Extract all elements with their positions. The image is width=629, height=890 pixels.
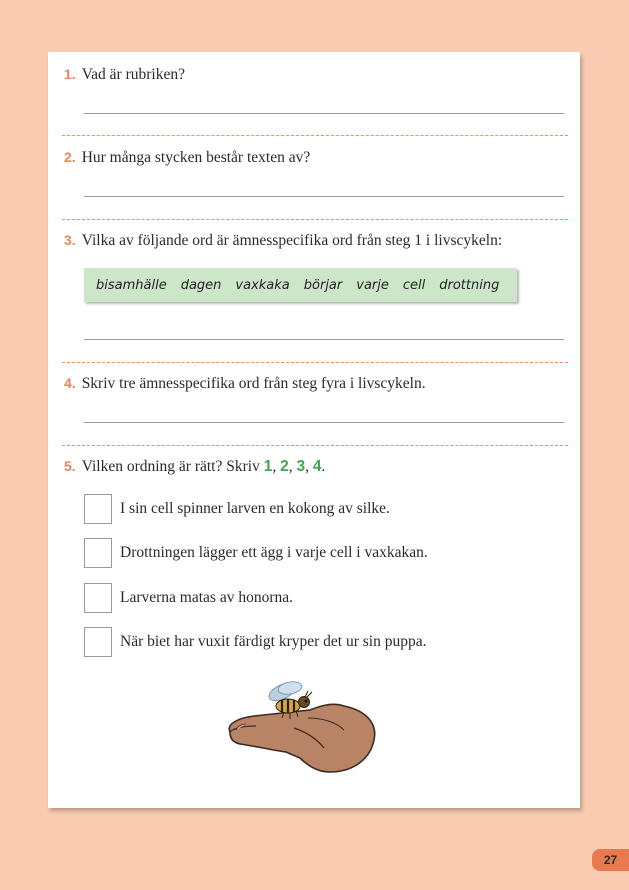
dashed-divider [62, 219, 568, 220]
word-chip: varje [356, 277, 389, 293]
question-5: 5. Vilken ordning är rätt? Skriv 1, 2, 3, 4. [64, 458, 326, 475]
question-text: Vilken ordning är rätt? Skriv [81, 458, 264, 475]
word-chip: dagen [180, 277, 222, 293]
dashed-divider [62, 135, 568, 136]
question-number: 2. [64, 149, 76, 165]
answer-line-1[interactable] [84, 113, 564, 114]
question-number: 1. [64, 66, 76, 82]
order-item [84, 626, 426, 658]
order-item-text: Larverna matas av honorna. [120, 589, 294, 606]
bee-on-finger-illustration [224, 678, 380, 774]
order-item [84, 537, 428, 569]
order-number: 1 [263, 458, 273, 475]
question-text: Vilka av följande ord är ämnesspecifika ord från steg 1 i livscykeln: [81, 232, 503, 249]
order-answer-box[interactable] [84, 627, 112, 657]
answer-line-2[interactable] [84, 196, 564, 197]
order-answer-box[interactable] [84, 583, 112, 613]
question-number: 4. [64, 375, 76, 391]
question-3 [64, 230, 502, 251]
word-chip: vaxkaka [235, 277, 290, 293]
word-chip: bisamhälle [96, 277, 167, 293]
dashed-divider [62, 362, 568, 363]
question-number: 5. [64, 458, 76, 474]
order-answer-box[interactable] [84, 494, 112, 524]
order-item-text: Drottningen lägger ett ägg i varje cell i vaxkakan. [120, 544, 428, 561]
order-number: 3 [296, 458, 306, 475]
order-item-text: I sin cell spinner larven en kokong av silke. [120, 500, 390, 517]
order-item [84, 493, 390, 525]
word-chip: börjar [303, 277, 343, 293]
word-chip: cell [402, 277, 426, 293]
answer-line-4[interactable] [84, 422, 564, 423]
question-text: Skriv tre ämnesspecifika ord från steg fyra i livscykeln. [81, 375, 426, 392]
question-1 [64, 64, 185, 85]
word-chip: drottning [439, 277, 500, 293]
word-box [84, 268, 517, 302]
order-answer-box[interactable] [84, 538, 112, 568]
question-text: Hur många stycken består texten av? [81, 149, 311, 166]
order-number: 4 [312, 458, 322, 475]
dashed-divider [62, 445, 568, 446]
order-number: 2 [280, 458, 289, 475]
order-item-text: När biet har vuxit färdigt kryper det ur sin puppa. [120, 633, 427, 650]
question-text: Vad är rubriken? [81, 66, 185, 83]
order-item [84, 582, 293, 614]
question-2 [64, 147, 310, 168]
question-4 [64, 373, 426, 394]
page-number-badge: 27 [592, 849, 629, 871]
question-number: 3. [64, 232, 76, 248]
answer-line-3[interactable] [84, 339, 564, 340]
worksheet-page [48, 52, 580, 808]
